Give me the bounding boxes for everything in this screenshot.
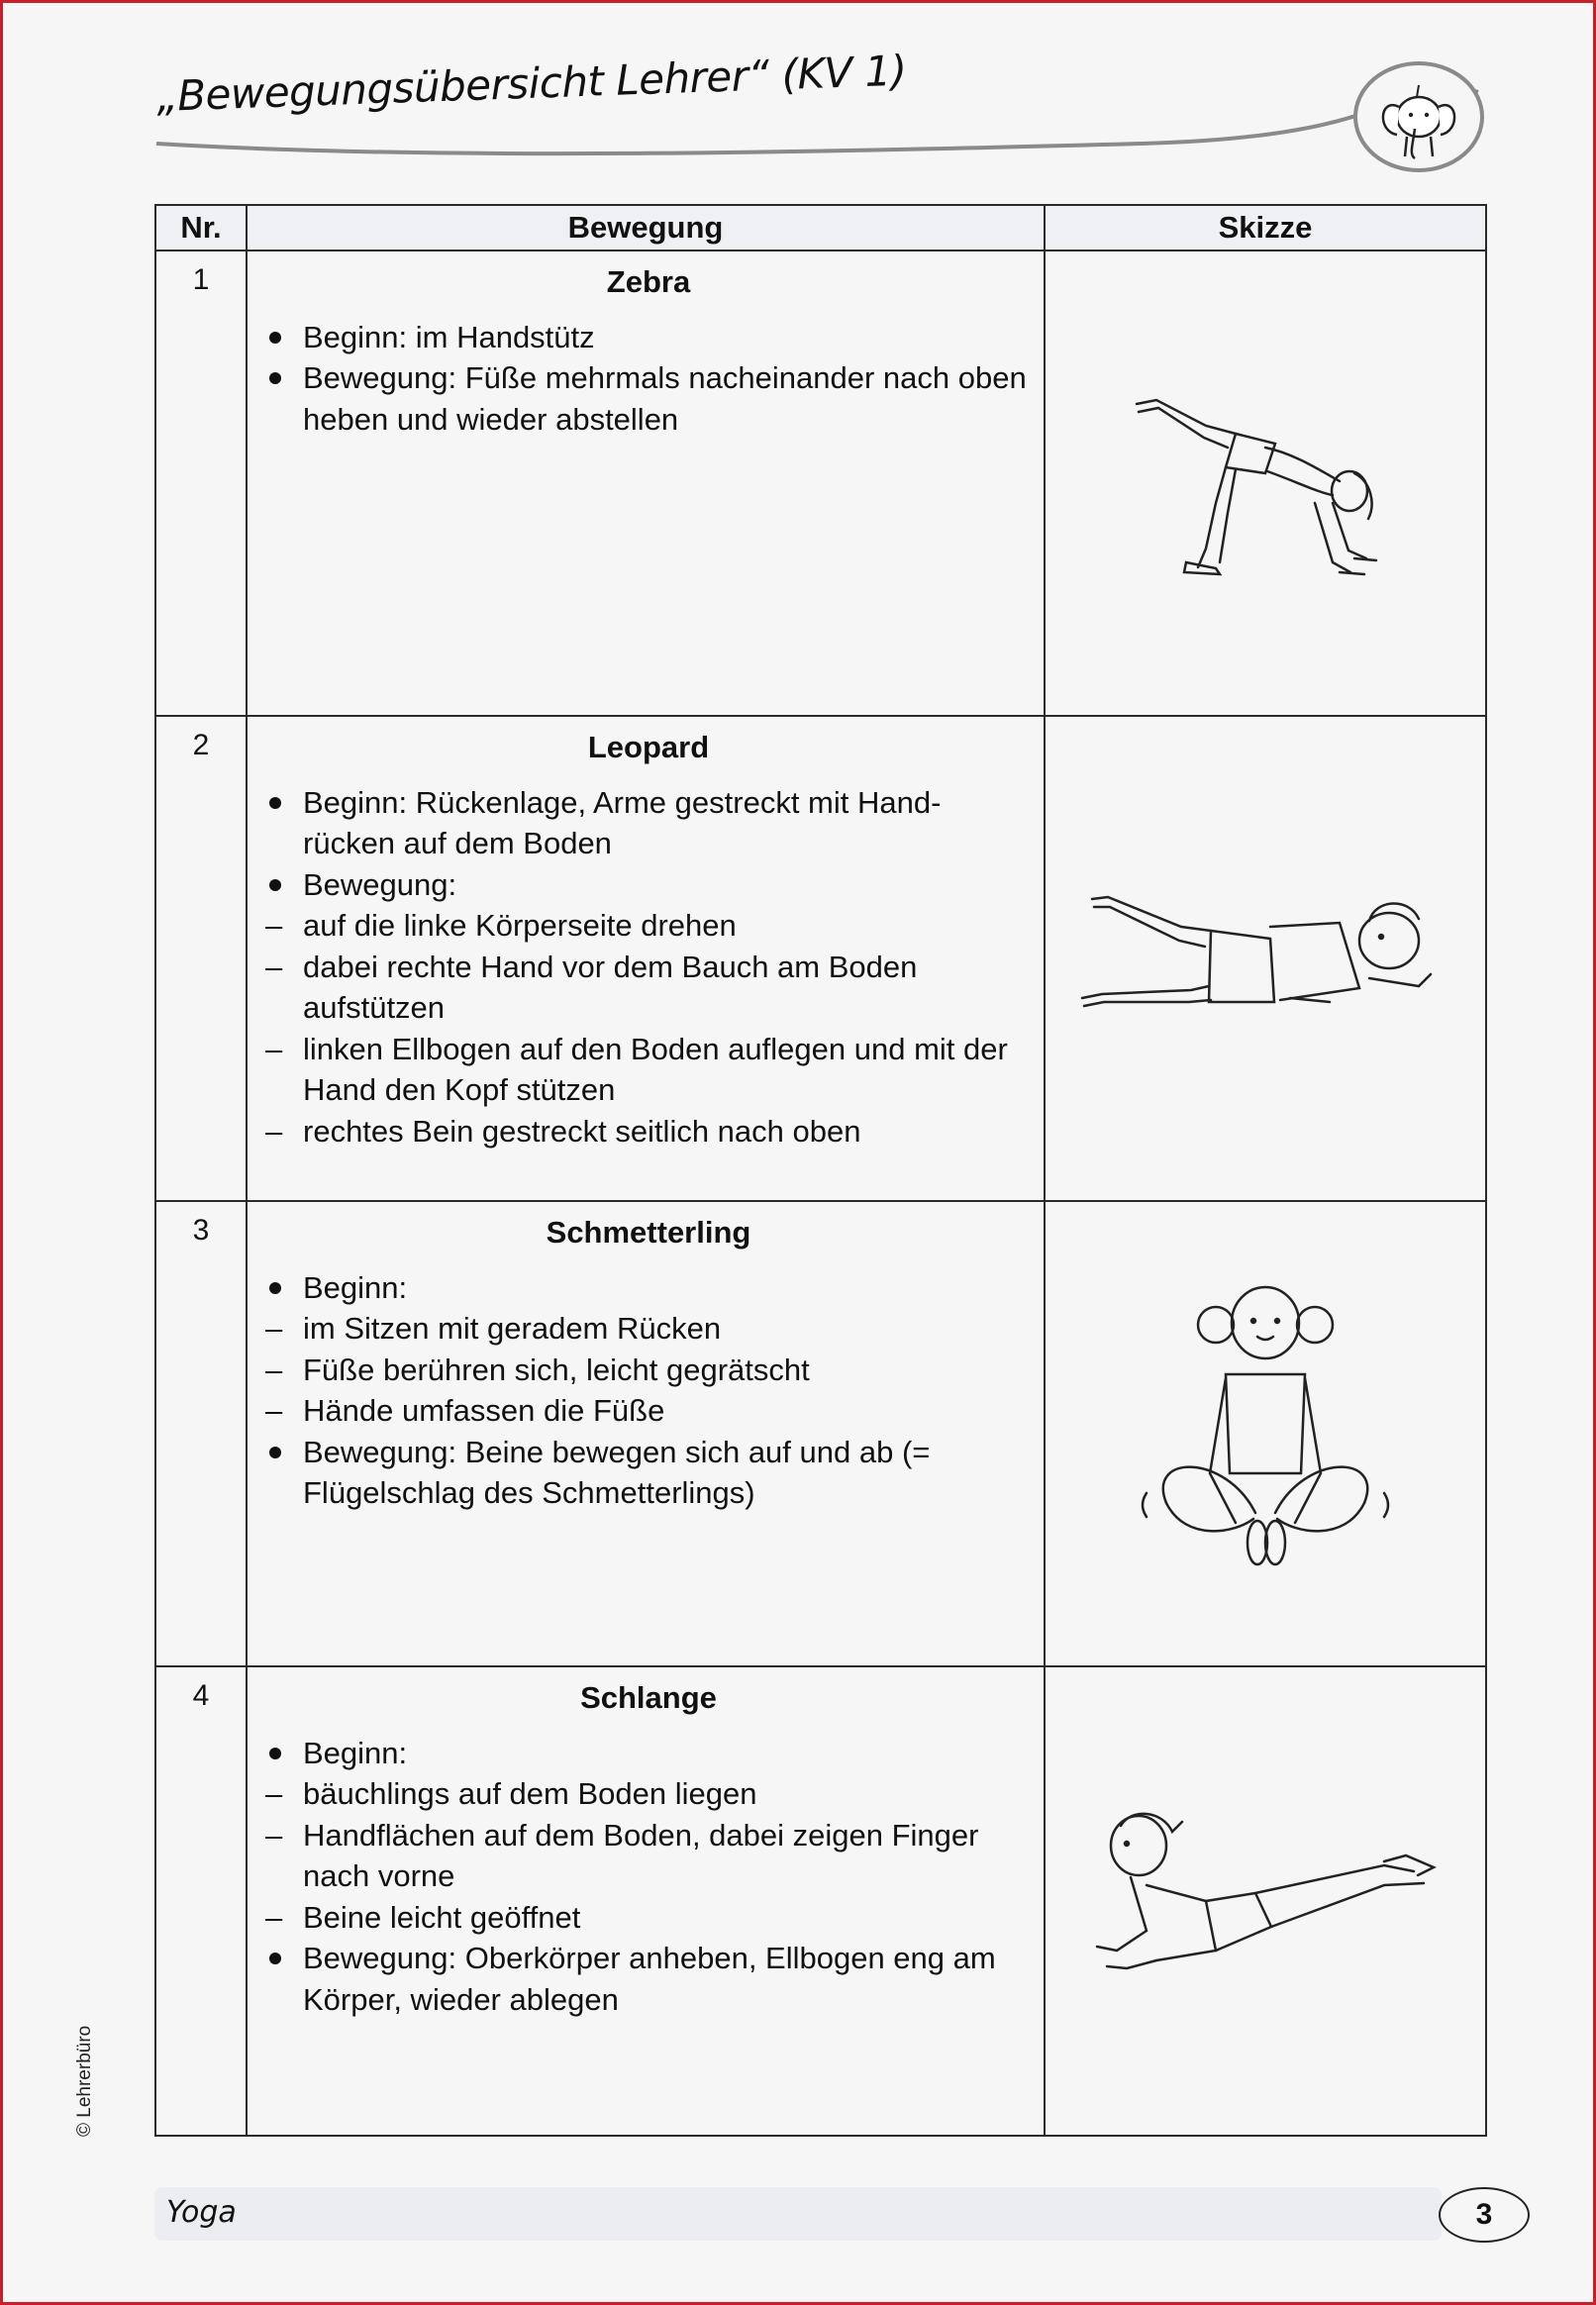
dash-item: – im Sitzen mit geradem Rücken	[265, 1308, 1032, 1350]
page-number: 3	[1439, 2187, 1530, 2243]
footer-label: Yoga	[166, 2195, 237, 2230]
col-header-skizze: Skizze	[1045, 205, 1486, 251]
table-row	[155, 1201, 1486, 1666]
sketch-cell	[1045, 251, 1486, 716]
row-description	[247, 716, 1045, 1201]
elephant-icon	[1349, 57, 1488, 176]
bullet-item: Bewegung: Füße mehrmals nacheinander nach oben heben und wieder abstellen	[265, 357, 1032, 440]
bullet-text: Beginn:	[303, 1269, 408, 1305]
bullet-item	[265, 864, 1032, 906]
exercise-name: Schmetterling	[546, 1215, 751, 1250]
row-description	[247, 251, 1045, 716]
table-row	[155, 251, 1486, 716]
movement-table	[154, 204, 1487, 2137]
bullet-item: Beginn: Rückenlage, Arme gestreckt mit Hand-rücken auf dem Boden	[265, 782, 1032, 864]
row-number: 1	[155, 251, 247, 716]
exercise-name: Schlange	[580, 1680, 717, 1715]
footer-bar	[154, 2187, 1442, 2241]
exercise-name: Zebra	[606, 264, 691, 299]
row-number: 2	[155, 716, 247, 1201]
dash-item: – Füße berühren sich, leicht gegrätscht	[265, 1350, 1032, 1391]
row-number: 4	[155, 1666, 247, 2136]
exercise-name: Leopard	[587, 730, 710, 764]
dash-item: – Beine leicht geöffnet	[265, 1897, 1032, 1939]
butterfly-pose-illustration	[1127, 1275, 1404, 1592]
dash-item: – Hände umfassen die Füße	[265, 1390, 1032, 1432]
bullet-item	[265, 1267, 1032, 1309]
sketch-cell	[1045, 1666, 1486, 2136]
sketch-cell	[1045, 1201, 1486, 1666]
zebra-pose-illustration	[1117, 364, 1414, 602]
dash-item: – bäuchlings auf dem Boden liegen	[265, 1773, 1032, 1815]
bullet-text: Bewegung:	[303, 866, 457, 902]
table-row	[155, 1666, 1486, 2136]
leopard-pose-illustration	[1072, 879, 1458, 1038]
dash-item: – rechtes Bein gestreckt seitlich nach oben	[265, 1111, 1032, 1152]
bullet-text: Beginn:	[303, 1735, 408, 1770]
table-row	[155, 716, 1486, 1201]
row-description	[247, 1201, 1045, 1666]
col-header-nr: Nr.	[155, 205, 247, 251]
page-title: „Bewegungsübersicht Lehrer“ (KV 1)	[155, 46, 908, 121]
dash-item: – linken Ellbogen auf den Boden auflegen und mit der Hand den Kopf stützen	[265, 1029, 1032, 1111]
bullet-item: Bewegung: Oberkörper anheben, Ellbogen eng am Körper, wieder ablegen	[265, 1938, 1032, 2020]
bullet-item: Beginn: im Handstütz	[265, 317, 1032, 358]
bullet-item	[265, 1733, 1032, 1774]
sketch-cell	[1045, 716, 1486, 1201]
dash-item: – auf die linke Körperseite drehen	[265, 905, 1032, 947]
dash-item: – dabei rechte Hand vor dem Bauch am Boden aufstützen	[265, 947, 1032, 1029]
table-header-row	[155, 205, 1486, 251]
dash-item: – Handflächen auf dem Boden, dabei zeigen Finger nach vorne	[265, 1815, 1032, 1897]
bullet-item: Bewegung: Beine bewegen sich auf und ab (= Flügelschlag des Schmetterlings)	[265, 1432, 1032, 1514]
copyright-text: © Lehrerbüro	[74, 2025, 95, 2137]
col-header-bewegung: Bewegung	[247, 205, 1045, 251]
row-description	[247, 1666, 1045, 2136]
row-number: 3	[155, 1201, 247, 1666]
snake-pose-illustration	[1087, 1802, 1444, 2000]
